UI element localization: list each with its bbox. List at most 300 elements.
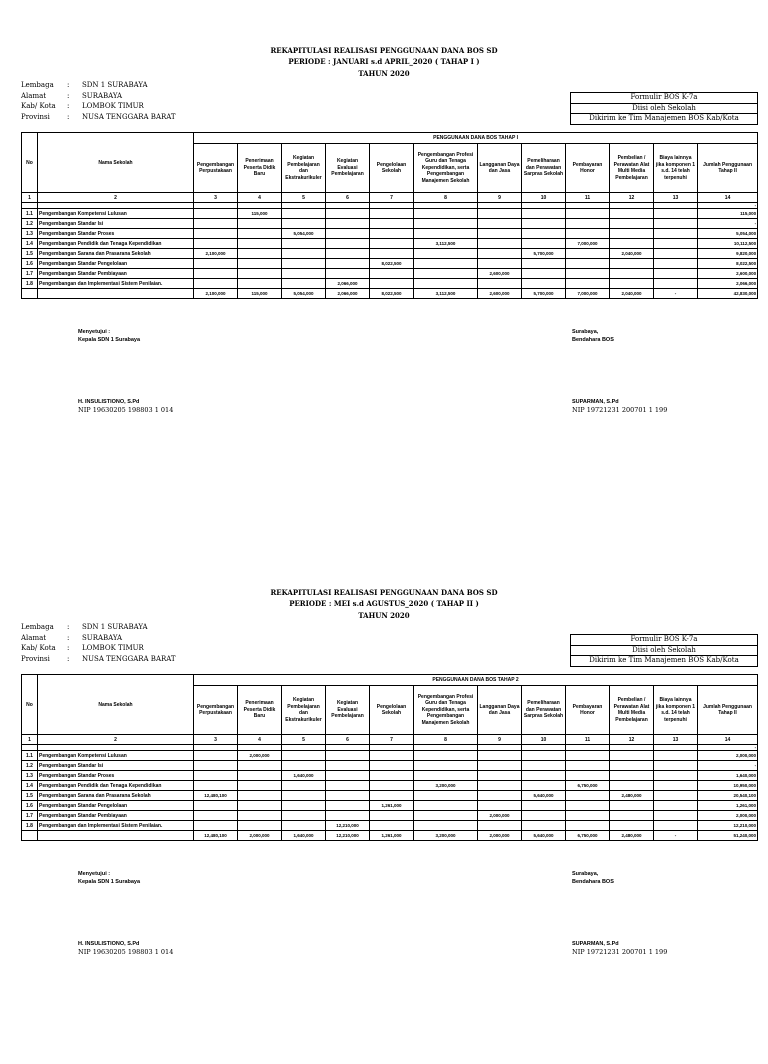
row-value [414,259,478,269]
row-value [194,279,238,289]
row-value [370,781,414,791]
treasurer-title: Bendahara BOS [572,879,614,885]
row-value [238,801,282,811]
row-value: 8,022,500 [370,259,414,269]
column-number: 4 [238,193,282,203]
row-value [610,229,654,239]
row-value [610,751,654,761]
column-number: 5 [282,193,326,203]
report-year: TAHUN 2020 [358,611,410,620]
row-value [326,781,370,791]
row-value [194,761,238,771]
row-total: 2,066,000 [698,279,758,289]
row-value [566,209,610,219]
row-value [282,219,326,229]
row-value [414,219,478,229]
row-value [238,269,282,279]
table-row [22,821,758,831]
row-value [238,279,282,289]
column-number: 12 [610,193,654,203]
principal-nip: NIP 19630205 198803 1 014 [78,406,174,414]
row-label: Pengembangan Kompetensi Lulusan [38,209,194,219]
row-total: 10,950,000 [698,781,758,791]
identity-row [21,622,176,633]
row-value [282,821,326,831]
row-label: Pengembangan Sarana dan Prasarana Sekolah [38,791,194,801]
row-value [326,761,370,771]
row-value: 2,040,000 [610,249,654,259]
row-value [370,279,414,289]
row-value [326,259,370,269]
signature-right [572,328,667,414]
row-value [414,751,478,761]
column-total: 12,480,100 [194,831,238,841]
row-value [238,259,282,269]
col-no-header: No [22,675,38,735]
row-value [238,239,282,249]
identity-value: NUSA TENGGARA BARAT [82,654,176,663]
row-value: 7,000,000 [566,239,610,249]
column-header: Pembayaran Honor [566,144,610,193]
row-value [522,219,566,229]
row-label: Pengembangan Standar Pengelolaan [38,259,194,269]
row-value [414,771,478,781]
row-number: 1.6 [22,801,38,811]
row-value: 5,054,000 [282,229,326,239]
row-value [194,229,238,239]
column-header: Jumlah Penggunaan Tahap II [698,686,758,735]
column-header: Kegiatan Evaluasi Pembelajaran [326,686,370,735]
row-label: Pengembangan Kompetensi Lulusan [38,751,194,761]
treasurer-name: SUPARMAN, S.Pd [572,399,619,405]
row-value [282,781,326,791]
bos-usage-table [21,674,758,841]
row-value [566,269,610,279]
row-value [566,219,610,229]
row-number: 1.1 [22,751,38,761]
row-total: 9,820,000 [698,249,758,259]
table-row [22,209,758,219]
column-number: 9 [478,193,522,203]
row-value [610,219,654,229]
row-total: 8,022,500 [698,259,758,269]
identity-row [21,643,176,654]
row-value [414,811,478,821]
identity-row [21,101,176,112]
row-value [654,209,698,219]
form-box [570,92,758,125]
row-value [478,751,522,761]
table-row [22,791,758,801]
row-value [654,801,698,811]
row-value [370,269,414,279]
column-header: Pengembangan Profesi Guru dan Tenaga Kependidikan, serta Pengembangan Manajemen Sekolah [414,686,478,735]
row-value [522,239,566,249]
column-number: 8 [414,735,478,745]
table-row [22,259,758,269]
column-number: 14 [698,735,758,745]
row-value: 2,000,000 [478,811,522,821]
row-value [238,791,282,801]
identity-row [21,91,176,102]
row-value [522,811,566,821]
column-total: 6,750,000 [566,831,610,841]
signature-right [572,870,667,956]
row-value [194,751,238,761]
row-total: 5,054,000 [698,229,758,239]
report-period: PERIODE : MEI s.d AGUSTUS_2020 ( TAHAP II ) [289,599,479,608]
row-value [566,249,610,259]
row-value [610,801,654,811]
row-value [566,761,610,771]
row-number: 1.1 [22,209,38,219]
identity-key: Kab/ Kota [21,644,56,652]
row-number: 1.5 [22,249,38,259]
column-total: 5,054,000 [282,289,326,299]
identity-key: Kab/ Kota [21,102,56,110]
row-total: - [698,761,758,771]
column-number: 2 [38,193,194,203]
column-total: 1,261,000 [370,831,414,841]
row-value: 12,480,100 [194,791,238,801]
identity-key: Provinsi [21,112,50,121]
row-value [478,249,522,259]
report-period: PERIODE : JANUARI s.d APRIL_2020 ( TAHAP I ) [288,57,480,66]
row-value [370,229,414,239]
column-number: 1 [22,735,38,745]
column-header: Pembayaran Honor [566,686,610,735]
top-total-value: - [698,745,758,751]
row-value: 1,640,000 [282,771,326,781]
principal-title: Kepala SDN 1 Surabaya [78,337,141,343]
row-value [654,219,698,229]
row-value [654,771,698,781]
form-filled-by: Diisi oleh Sekolah [571,104,757,115]
column-total: 2,000,000 [478,831,522,841]
row-value [610,269,654,279]
column-total: 2,100,000 [194,289,238,299]
table-row [22,811,758,821]
table-row [22,219,758,229]
table-row [22,229,758,239]
row-value [238,249,282,259]
row-value [282,751,326,761]
row-value [370,821,414,831]
row-total: 2,000,000 [698,811,758,821]
column-number: 4 [238,735,282,745]
bos-usage-table [21,132,758,299]
row-value [654,269,698,279]
identity-row [21,80,176,91]
row-number: 1.4 [22,239,38,249]
row-value [610,781,654,791]
row-value [610,771,654,781]
treasurer-title: Bendahara BOS [572,337,614,343]
form-box [570,634,758,667]
row-value: 5,640,000 [522,791,566,801]
report-year: TAHUN 2020 [358,69,410,78]
row-value [566,259,610,269]
identity-key: Alamat [21,633,47,642]
column-total: 7,000,000 [566,289,610,299]
row-value [522,751,566,761]
identity-row [21,633,176,644]
principal-name: H. INSULISTIONO, S.Pd [78,399,140,405]
col-no-header: No [22,133,38,193]
row-total: - [698,219,758,229]
identity-sep: : [67,623,70,631]
row-value [370,209,414,219]
column-total: 2,066,000 [326,289,370,299]
row-value [194,209,238,219]
row-value [522,801,566,811]
row-value [282,791,326,801]
row-total: 115,000 [698,209,758,219]
row-value: 2,480,000 [610,791,654,801]
column-total: 3,200,000 [414,831,478,841]
row-total: 1,261,000 [698,801,758,811]
table-row [22,751,758,761]
row-value [478,801,522,811]
row-value [282,249,326,259]
column-number: 12 [610,735,654,745]
row-value [370,751,414,761]
signature-left [78,870,173,956]
table-row [22,249,758,259]
row-value [478,239,522,249]
row-label: Pengembangan Standar Proses [38,229,194,239]
row-value [414,229,478,239]
column-total: 2,480,000 [610,831,654,841]
row-label: Pengembangan Standar Isi [38,219,194,229]
row-value [522,771,566,781]
row-value [326,801,370,811]
row-total: 10,112,500 [698,239,758,249]
top-total-value: - [698,203,758,209]
row-value [522,761,566,771]
row-value [522,229,566,239]
row-value [370,219,414,229]
row-number: 1.5 [22,791,38,801]
identity-sep: : [67,102,70,110]
approval-label: Menyetujui : [78,871,111,877]
column-number: 2 [38,735,194,745]
column-total: 1,640,000 [282,831,326,841]
principal-name: H. INSULISTIONO, S.Pd [78,941,140,947]
column-header: Langganan Daya dan Jasa [478,686,522,735]
row-value [326,269,370,279]
row-value [414,821,478,831]
column-total: - [654,831,698,841]
row-label: Pengembangan Sarana dan Prasarana Sekolah [38,249,194,259]
treasurer-nip: NIP 19721231 200701 1 199 [572,406,668,414]
row-value: 115,000 [238,209,282,219]
row-value [566,811,610,821]
row-value: 2,066,000 [326,279,370,289]
form-filled-by: Diisi oleh Sekolah [571,646,757,657]
row-value [238,219,282,229]
group-header: PENGGUNAAN DANA BOS TAHAP I [194,133,758,144]
row-value [414,279,478,289]
column-number: 8 [414,193,478,203]
column-header: Pemeliharaan dan Perawatan Sarpras Sekolah [522,686,566,735]
identity-sep: : [67,633,70,642]
row-value: 12,210,000 [326,821,370,831]
row-value [610,209,654,219]
row-value [282,209,326,219]
row-label: Pengembangan dan Implementasi Sistem Penilaian. [38,279,194,289]
identity-value: SURABAYA [82,633,123,642]
column-total: 8,022,500 [370,289,414,299]
report-tahap-2 [0,584,768,1064]
row-value [522,259,566,269]
row-value [654,259,698,269]
column-header: Pengelolaan Sekolah [370,686,414,735]
row-value [566,801,610,811]
row-value [326,209,370,219]
row-value [654,229,698,239]
row-value [238,229,282,239]
identity-key: Lembaga [21,623,54,631]
table-row [22,239,758,249]
column-header: Pengembangan Perpustakaan [194,686,238,735]
column-header: Kegiatan Pembelajaran dan Ekstrakurikuler [282,686,326,735]
row-value [194,771,238,781]
column-header: Penerimaan Peserta Didik Baru [238,686,282,735]
row-value [654,821,698,831]
row-total: 2,000,000 [698,751,758,761]
row-value [194,269,238,279]
row-number: 1.8 [22,279,38,289]
table-row [22,269,758,279]
row-number: 1.3 [22,771,38,781]
report-title: REKAPITULASI REALISASI PENGGUNAAN DANA BOS SD [270,46,498,55]
row-value: 2,600,000 [478,269,522,279]
row-value [194,781,238,791]
approval-label: Menyetujui : [78,329,111,335]
row-value [478,279,522,289]
row-value [566,821,610,831]
column-number: 11 [566,193,610,203]
column-number: 9 [478,735,522,745]
col-name-header: Nama Sekolah [38,133,194,193]
row-value [282,259,326,269]
row-number: 1.7 [22,811,38,821]
column-total: 2,600,000 [478,289,522,299]
column-total: 5,640,000 [522,831,566,841]
column-number: 14 [698,193,758,203]
column-header: Langganan Daya dan Jasa [478,144,522,193]
column-number: 10 [522,735,566,745]
row-value [566,279,610,289]
row-value [478,209,522,219]
row-value [478,791,522,801]
table-row [22,781,758,791]
row-number: 1.3 [22,229,38,239]
identity-sep: : [67,81,70,89]
identity-key: Alamat [21,91,47,100]
row-number: 1.2 [22,761,38,771]
identity-key: Provinsi [21,654,50,663]
row-label: Pengembangan Pendidik dan Tenaga Kependidikan [38,239,194,249]
table-row [22,279,758,289]
form-code: Formulir BOS K-7a [571,635,757,646]
column-numbers [22,735,758,745]
row-value [194,811,238,821]
row-value: 1,261,000 [370,801,414,811]
totals-row [22,289,758,299]
row-label: Pengembangan Standar Proses [38,771,194,781]
row-value [654,279,698,289]
column-header: Kegiatan Evaluasi Pembelajaran [326,144,370,193]
identity-block [21,80,176,122]
row-value [238,811,282,821]
row-value [282,239,326,249]
row-value [478,781,522,791]
column-header: Pemeliharaan dan Perawatan Sarpras Sekolah [522,144,566,193]
column-total: 12,210,000 [326,831,370,841]
row-value [326,811,370,821]
table-row [22,801,758,811]
row-value [654,761,698,771]
column-total: - [654,289,698,299]
place-label: Surabaya, [572,871,599,877]
column-header: Pengembangan Profesi Guru dan Tenaga Kependidikan, serta Pengembangan Manajemen Sekolah [414,144,478,193]
table-row [22,771,758,781]
row-value [566,751,610,761]
column-header: Pembelian / Perawatan Alat Multi Media Pembelajaran [610,686,654,735]
row-value [370,811,414,821]
identity-key: Lembaga [21,81,54,89]
row-value [370,771,414,781]
row-value [238,761,282,771]
row-value [478,761,522,771]
row-value [522,269,566,279]
grand-total: 51,240,000 [698,831,758,841]
identity-value: NUSA TENGGARA BARAT [82,112,176,121]
row-label: Pengembangan Standar Pembiayaan [38,269,194,279]
place-label: Surabaya, [572,329,599,335]
column-header: Biaya lainnya jika komponen 1 s.d. 14 telah terpenuhi [654,144,698,193]
column-number: 6 [326,735,370,745]
column-total: 115,000 [238,289,282,299]
row-value [478,229,522,239]
column-number: 3 [194,735,238,745]
row-value: 5,700,000 [522,249,566,259]
report-tahap-1 [0,42,768,522]
identity-value: SDN 1 SURABAYA [82,623,148,631]
row-number: 1.7 [22,269,38,279]
row-value [238,771,282,781]
row-value: 2,100,000 [194,249,238,259]
row-value [610,821,654,831]
identity-sep: : [67,112,70,121]
identity-value: SURABAYA [82,91,123,100]
col-name-header: Nama Sekolah [38,675,194,735]
row-value [238,821,282,831]
row-value [522,209,566,219]
column-number: 7 [370,193,414,203]
row-value [282,269,326,279]
row-value [370,239,414,249]
row-value [414,209,478,219]
row-value [610,259,654,269]
row-number: 1.8 [22,821,38,831]
row-value [522,821,566,831]
principal-nip: NIP 19630205 198803 1 014 [78,948,174,956]
row-value [522,279,566,289]
column-header: Biaya lainnya jika komponen 1 s.d. 14 telah terpenuhi [654,686,698,735]
